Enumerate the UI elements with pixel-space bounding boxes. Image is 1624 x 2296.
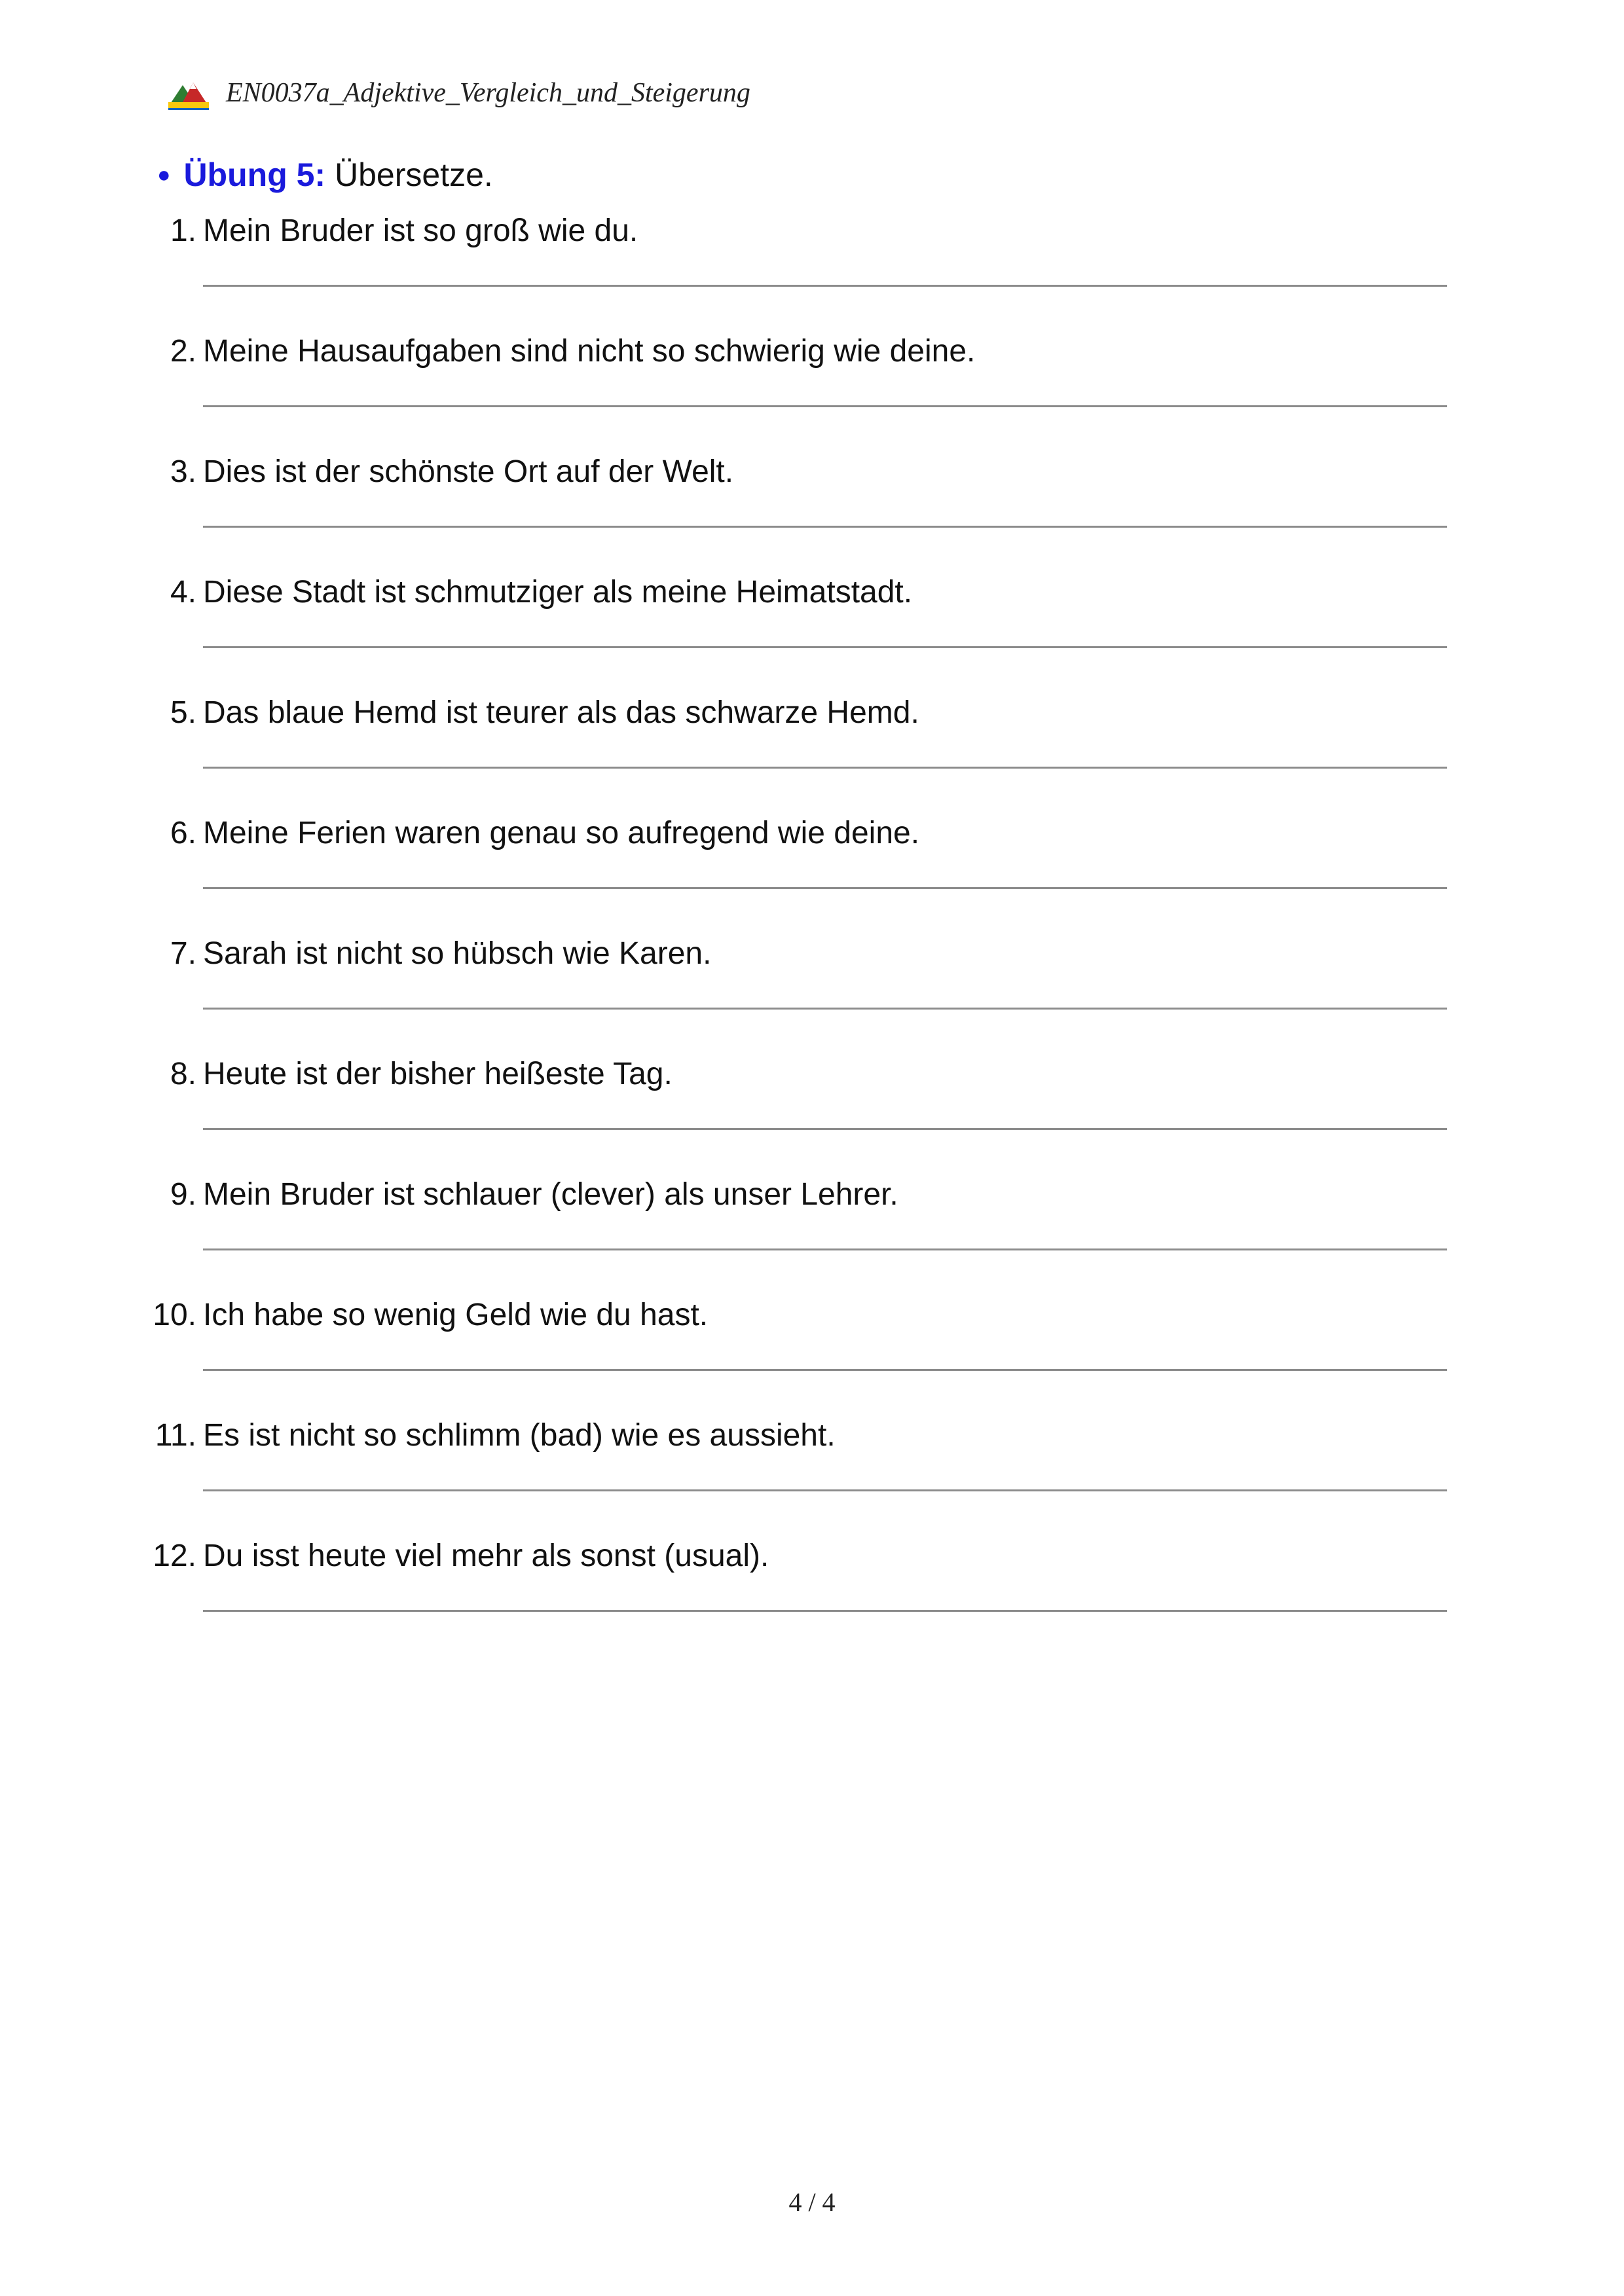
exercise-item [0,1533,1624,1654]
exercise-item [0,1172,1624,1293]
item-number: 8. [170,1057,196,1091]
exercise-item [0,1292,1624,1413]
item-number: 3. [170,454,196,489]
exercise-item [0,931,1624,1052]
item-sentence: Es ist nicht so schlimm (bad) wie es aussieht. [203,1418,836,1453]
mountain-logo-icon [167,76,210,110]
item-number: 11. [155,1418,196,1453]
answer-line[interactable] [203,767,1447,769]
item-sentence: Ich habe so wenig Geld wie du hast. [203,1298,709,1332]
item-sentence: Das blaue Hemd ist teurer als das schwarze Hemd. [203,695,919,730]
item-number: 5. [170,695,196,730]
bullet-icon: ● [157,162,171,187]
item-sentence: Diese Stadt ist schmutziger als meine Heimatstadt. [203,575,913,610]
exercise-item [0,690,1624,811]
item-number: 9. [170,1177,196,1212]
item-sentence: Sarah ist nicht so hübsch wie Karen. [203,936,712,971]
answer-line[interactable] [203,1489,1447,1491]
answer-line[interactable] [203,285,1447,287]
exercise-item [0,811,1624,932]
item-sentence: Heute ist der bisher heißeste Tag. [203,1057,673,1091]
item-sentence: Meine Ferien waren genau so aufregend wie deine. [203,816,920,850]
item-sentence: Dies ist der schönste Ort auf der Welt. [203,454,734,489]
exercise-heading [157,152,493,198]
answer-line[interactable] [203,1128,1447,1130]
answer-line[interactable] [203,1369,1447,1371]
exercise-item [0,329,1624,450]
item-sentence: Mein Bruder ist so groß wie du. [203,213,638,248]
page-header [167,73,750,113]
exercise-item [0,449,1624,570]
answer-line[interactable] [203,1008,1447,1010]
item-sentence: Meine Hausaufgaben sind nicht so schwierig wie deine. [203,334,976,369]
item-number: 4. [170,575,196,610]
item-number: 12. [153,1539,196,1573]
exercise-label: Übung 5: [183,156,326,193]
answer-line[interactable] [203,405,1447,407]
answer-line[interactable] [203,526,1447,528]
item-sentence: Mein Bruder ist schlauer (clever) als unser Lehrer. [203,1177,898,1212]
page-number: 4 / 4 [788,2187,836,2217]
exercise-item [0,208,1624,329]
item-number: 6. [170,816,196,850]
exercise-item [0,570,1624,691]
exercise-item [0,1413,1624,1534]
answer-line[interactable] [203,1248,1447,1250]
exercise-item [0,1051,1624,1173]
document-title: EN0037a_Adjektive_Vergleich_und_Steigerung [226,78,750,108]
answer-line[interactable] [203,1610,1447,1612]
item-sentence: Du isst heute viel mehr als sonst (usual). [203,1539,769,1573]
item-number: 2. [170,334,196,369]
item-number: 7. [170,936,196,971]
item-number: 10. [153,1298,196,1332]
exercise-instruction: Übersetze. [335,156,493,193]
item-number: 1. [170,213,196,248]
answer-line[interactable] [203,887,1447,889]
answer-line[interactable] [203,646,1447,648]
